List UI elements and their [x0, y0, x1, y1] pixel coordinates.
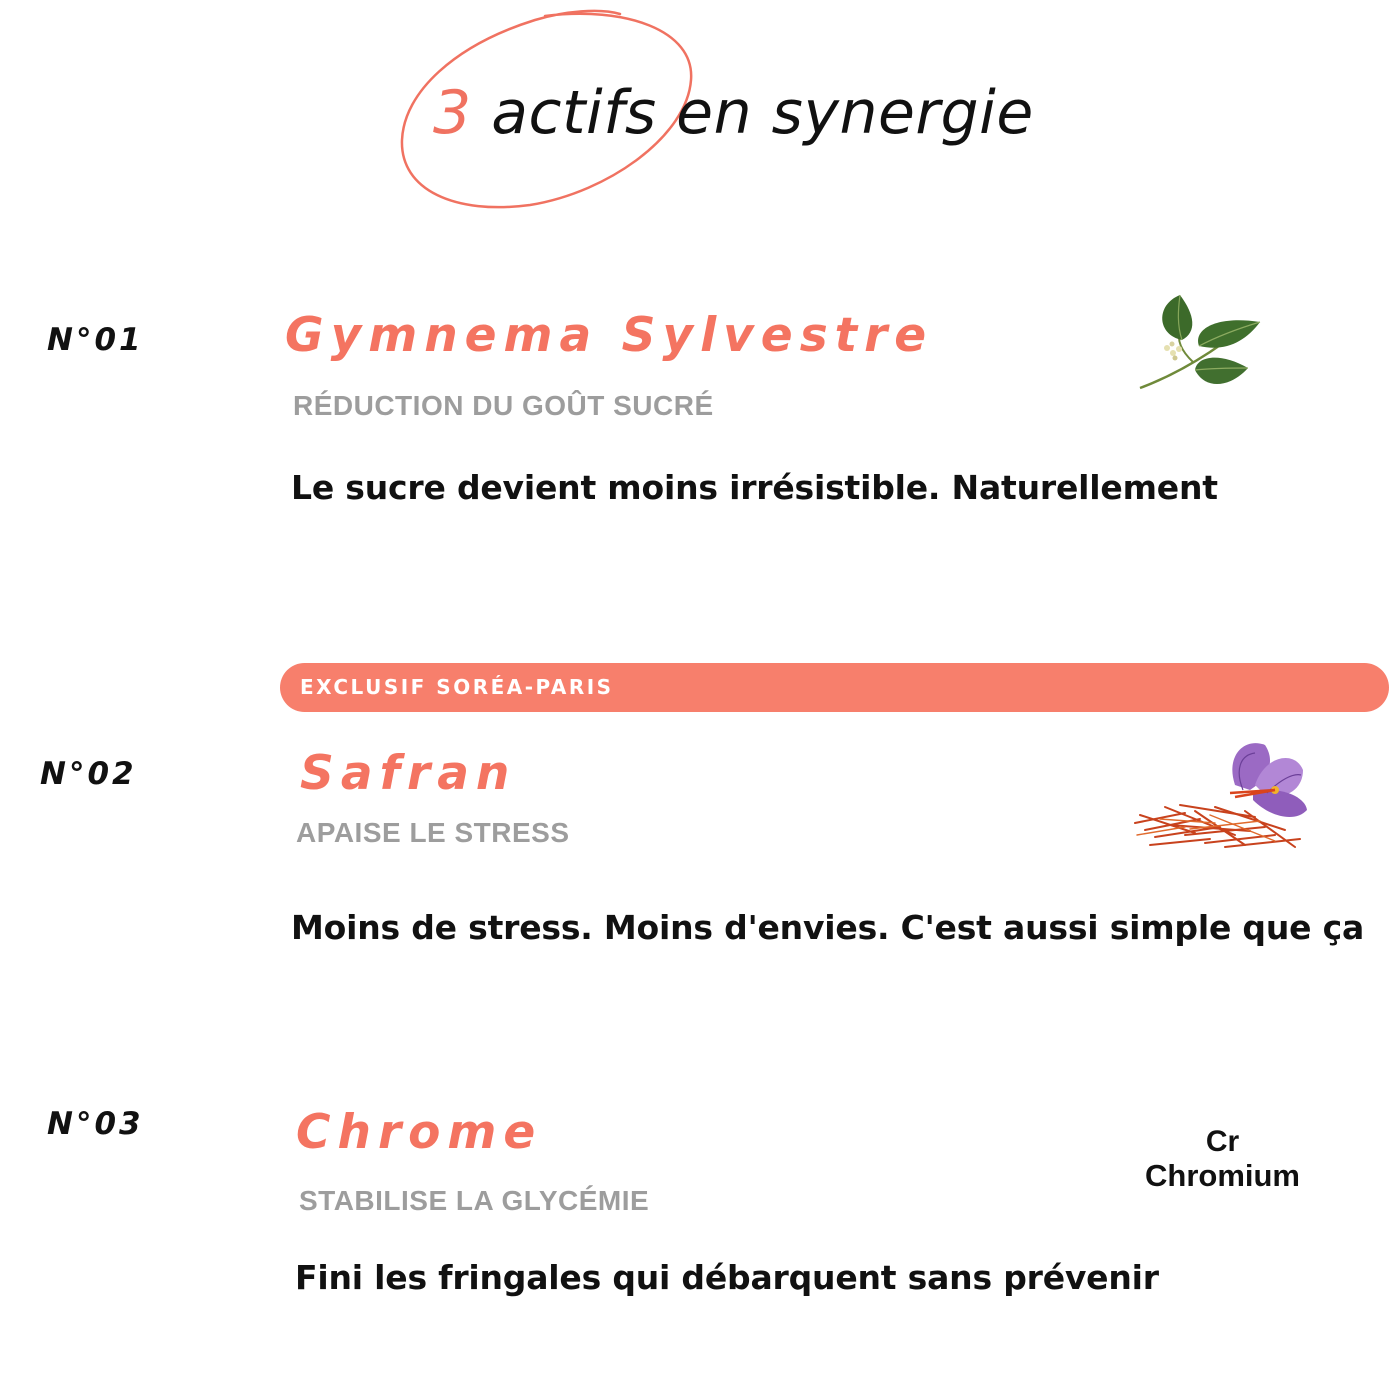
element-name: Chromium — [1145, 1158, 1300, 1193]
active-number-1: N°01 — [47, 322, 144, 358]
title-number: 3 — [433, 78, 472, 148]
saffron-icon — [1125, 735, 1315, 860]
active-description-3: Fini les fringales qui débarquent sans prévenir — [295, 1258, 1159, 1297]
active-subtitle-3: STABILISE LA GLYCÉMIE — [299, 1185, 650, 1216]
active-subtitle-1: RÉDUCTION DU GOÛT SUCRÉ — [293, 390, 714, 421]
exclusive-badge — [280, 663, 1389, 712]
leaf-icon — [1135, 290, 1265, 395]
title-block — [395, 0, 1095, 215]
active-subtitle-2: APAISE LE STRESS — [296, 817, 570, 848]
active-description-1: Le sucre devient moins irrésistible. Naturellement — [291, 468, 1218, 507]
element-symbol: Cr — [1205, 1125, 1240, 1158]
active-name-safran: Safran — [300, 746, 517, 801]
exclusive-badge-label: EXCLUSIF SORÉA-PARIS — [300, 675, 614, 699]
active-name-gymnema: Gymnema Sylvestre — [285, 308, 934, 363]
page-title — [433, 78, 1034, 148]
active-name-chrome: Chrome — [296, 1105, 543, 1160]
chromium-element — [1120, 1125, 1325, 1193]
active-number-2: N°02 — [40, 756, 137, 792]
active-number-3: N°03 — [47, 1106, 144, 1142]
title-text: actifs en synergie — [471, 78, 1034, 148]
active-description-2: Moins de stress. Moins d'envies. C'est aussi simple que ça — [291, 908, 1365, 947]
